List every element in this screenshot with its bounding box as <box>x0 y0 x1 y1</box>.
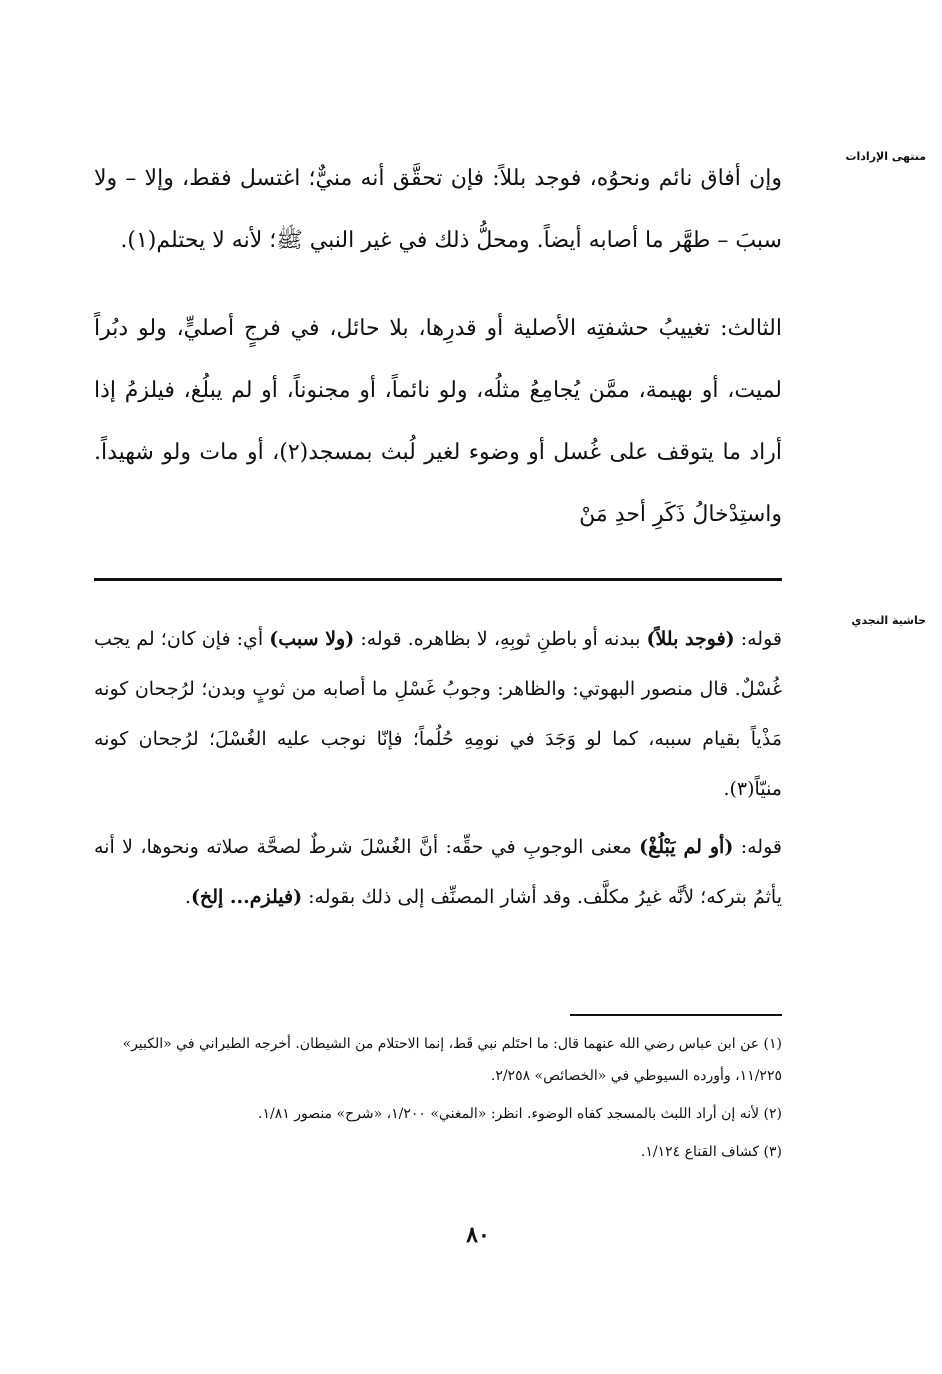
main-paragraph-2: الثالث: تغييبُ حشفتِه الأصلية أو قدرِها، بلا حائل، في فرجٍ أصليٍّ، ولو دبُراً لميت، أو بهيمة، ممَّن يُجامِعُ مثلُه، ولو نائماً، أو مجنوناً، أو لم يبلُغ، فيلزمُ إذا أراد ما يتوقف على غُسل أو وضوء لغير لُبث بمسجد(٢)، أو مات ولو شهيداً. واستِدْخالُ ذَكَرِ أحدِ مَنْ <box>94 316 782 527</box>
commentary-text-run: ببدنه أو باطنِ ثوبِهِ، لا بظاهره. قوله: <box>354 628 647 650</box>
quoted-phrase: (ولا سبب) <box>269 628 355 650</box>
side-label-commentary: حاشية النجدي <box>851 614 926 627</box>
footnote-3: (٣) كشاف القناع ١/١٢٤. <box>640 1144 782 1160</box>
commentary-text <box>94 614 782 922</box>
page-number: ٨٠ <box>466 1222 490 1248</box>
commentary-paragraph-1 <box>94 614 782 814</box>
commentary-text-run: أي: فإن كان؛ لم يجب غُسْلٌ. قال منصور البهوتي: والظاهر: وجوبُ غَسْلِ ما أصابه من ثوبٍ وبدن؛ لرُجحان كونه مَذْياً بقيام سببه، كما لو وَجَدَ في نومِهِ حُلُماً؛ فإنّا نوجب عليه الغُسْلَ؛ لرُجحان كونه منيّاً(٣). <box>94 628 782 800</box>
quoted-phrase: (فوجد بللاً) <box>646 628 735 650</box>
quoted-phrase: (فيلزم... إلخ) <box>190 886 303 908</box>
main-text <box>94 148 782 546</box>
section-divider <box>94 578 782 581</box>
commentary-text-run: قوله: <box>733 836 782 858</box>
commentary-text-run: معنى الوجوبِ في حقِّه: أنَّ الغُسْلَ شرطٌ لصحَّة صلاته ونحوها، لا أنه يأثمُ بتركه؛ لأنَّه غيرُ مكلَّف. وقد أشار المصنِّف إلى ذلك بقوله: <box>94 836 782 908</box>
side-label-source: منتهى الإرادات <box>845 150 926 163</box>
footnote-2: (٢) لأنه إن أراد اللبث بالمسجد كفاه الوضوء. انظر: «المغني» ١/٢٠٠، «شرح» منصور ١/٨١. <box>258 1106 782 1122</box>
commentary-text-run: قوله: <box>734 628 782 650</box>
footnote-rule <box>570 1014 782 1016</box>
main-paragraph-1: وإن أفاق نائم ونحوُه، فوجد بللاً: فإن تحقَّق أنه منيٌّ؛ اغتسل فقط، وإلا – ولا سببَ – طهَّر ما أصابه أيضاً. ومحلُّ ذلك في غير النبي ﷺ؛ لأنه لا يحتلم(١). <box>94 166 782 253</box>
footnotes <box>94 1028 782 1174</box>
footnote-1: (١) عن ابن عباس رضي الله عنهما قال: ما احتَلم نبي قَط، إنما الاحتلام من الشيطان. أخرجه الطبراني في «الكبير» ١١/٢٢٥، وأورده السيوطي في «الخصائص» ٢/٢٥٨. <box>122 1036 782 1084</box>
commentary-text-run: . <box>184 886 191 908</box>
quoted-phrase: (أو لم يَبْلُغْ) <box>639 836 734 858</box>
commentary-paragraph-2 <box>94 822 782 922</box>
